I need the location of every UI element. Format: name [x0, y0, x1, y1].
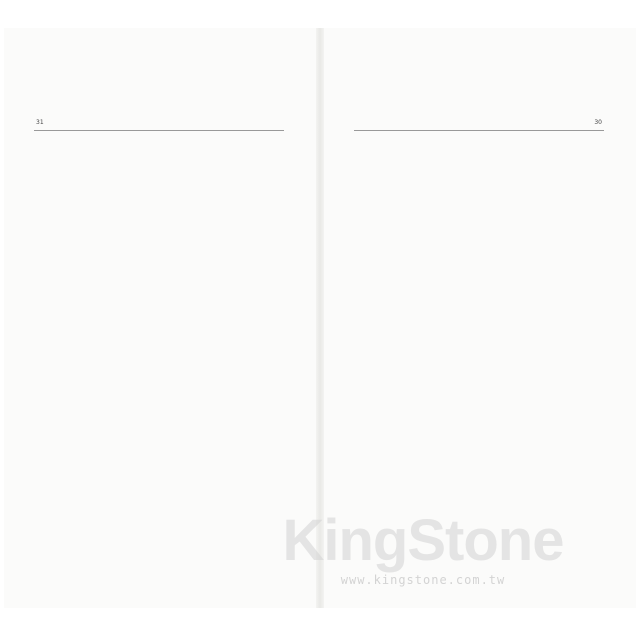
- left-page-number: 31: [36, 119, 44, 126]
- left-page: [4, 28, 316, 608]
- right-page-number: 30: [594, 119, 602, 126]
- left-running-head: [34, 116, 284, 131]
- book-spread: [4, 28, 636, 608]
- watermark-logo: KingStone: [282, 508, 564, 573]
- right-page-body: [358, 140, 604, 560]
- watermark-url: www.kingstone.com.tw: [340, 573, 506, 587]
- left-page-body: [38, 140, 288, 560]
- right-page: [324, 28, 636, 608]
- right-running-head: [354, 116, 604, 131]
- book-gutter: [316, 28, 324, 608]
